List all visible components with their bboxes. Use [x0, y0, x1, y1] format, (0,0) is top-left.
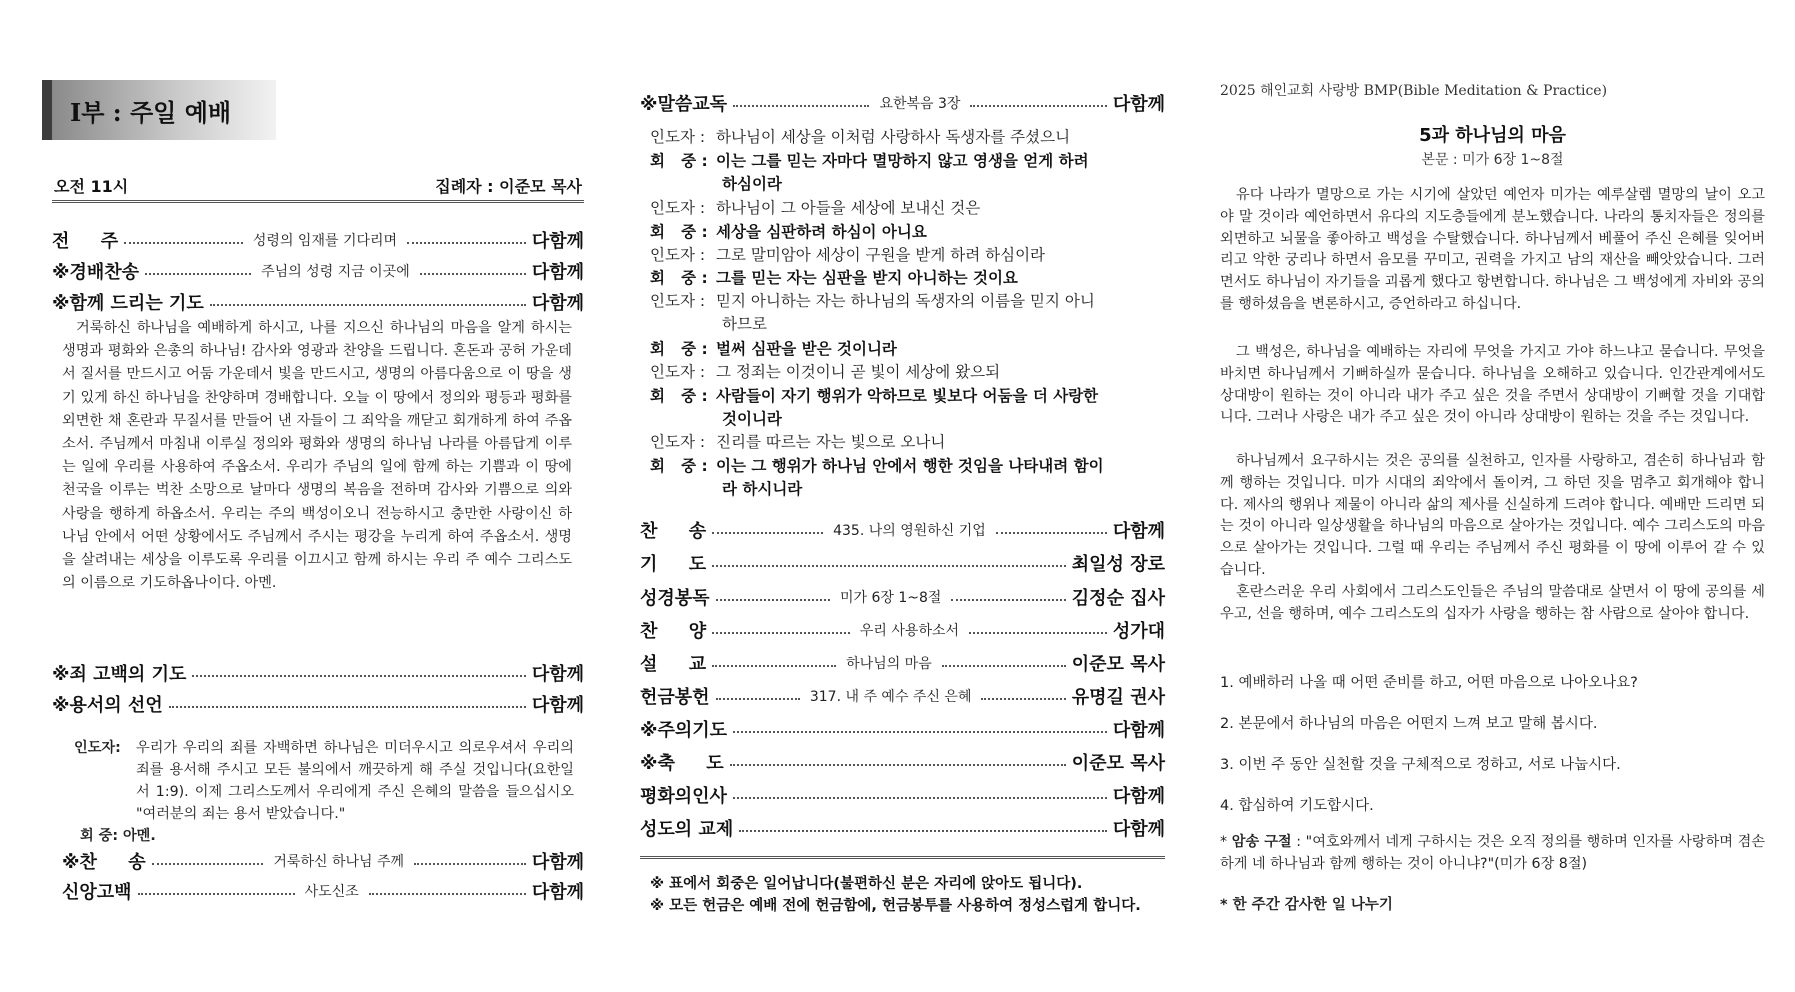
order-performer: 성가대 [1112, 621, 1165, 642]
question-item: 4. 합심하여 기도합시다. [1220, 798, 1374, 814]
dotted-leader [733, 105, 869, 107]
dotted-leader [152, 863, 264, 865]
reading-text: 그를 믿는 자는 심판을 받지 아니하는 것이요 [716, 269, 1018, 287]
dotted-leader [730, 764, 1066, 766]
order-item [640, 782, 1165, 808]
order-detail: 주님의 성령 지금 이곳에 [261, 264, 410, 280]
reading-text: 하나님이 그 아들을 세상에 보내신 것은 [716, 199, 981, 217]
order-performer: 다함께 [531, 852, 584, 873]
speaker: 회 중 : [650, 387, 708, 405]
order-label: ※말씀교독 [640, 94, 728, 115]
speaker: 인도자 : [650, 292, 706, 310]
reading-text: 그로 말미암아 세상이 구원을 받게 하려 하심이라 [716, 246, 1046, 264]
speaker: 회 중 : [650, 457, 708, 475]
speaker: 인도자 : [650, 363, 706, 381]
order-performer: 최일성 장로 [1071, 554, 1165, 575]
service-time: 오전 11시 [54, 177, 129, 196]
order-label: ※주의기도 [640, 720, 728, 741]
leader-line [650, 290, 1156, 336]
speaker: 인도자 : [650, 246, 706, 264]
congregation-line [650, 385, 1156, 431]
speaker: 인도자 : [650, 433, 706, 451]
dotted-leader [420, 273, 526, 275]
dotted-leader [369, 893, 526, 895]
reading-text: 진리를 따르는 자는 빛으로 오나니 [716, 433, 946, 451]
speaker: 회 중 : [650, 340, 708, 358]
order-label: ※함께 드리는 기도 [52, 293, 204, 314]
dotted-leader [414, 863, 526, 865]
order-item [640, 683, 1165, 709]
question-item: 2. 본문에서 하나님의 마음은 어떤지 느껴 보고 말해 봅시다. [1220, 716, 1598, 732]
congregation-line [650, 150, 1156, 196]
order-label: ※찬 송 [62, 852, 146, 873]
standing-note: ※ 표에서 회중은 일어납니다(불편하신 분은 자리에 앉아도 됩니다). [650, 876, 1083, 892]
memory-label: 암송 구절 [1231, 834, 1292, 850]
reading-text: 하나님이 세상을 이처럼 사랑하사 독생자를 주셨으니 [716, 128, 1071, 146]
congregation-line [650, 455, 1156, 501]
dotted-leader [981, 698, 1065, 700]
order-item [640, 716, 1165, 742]
reading-text-cont: 라 하시니라 [722, 480, 803, 498]
double-rule [52, 200, 584, 203]
order-item [62, 848, 584, 874]
order-label: 찬 양 [640, 621, 707, 642]
order-performer: 김정순 집사 [1071, 588, 1166, 609]
order-performer: 이준모 목사 [1071, 654, 1165, 675]
order-label: 신앙고백 [62, 882, 132, 903]
order-item [52, 660, 584, 686]
offering-note: ※ 모든 헌금은 예배 전에 헌금함에, 헌금봉투를 사용하여 정성스럽게 합니다. [650, 898, 1141, 914]
order-performer: 다함께 [531, 695, 584, 716]
service-leader: 집례자 : 이준모 목사 [435, 177, 582, 196]
speaker: 회 중 : [650, 269, 708, 287]
study-paragraph: 하나님께서 요구하시는 것은 공의를 실천하고, 인자를 사랑하고, 겸손히 하나님과 함께 행하는 것입니다. 미가 시대의 죄악에서 돌이켜, 그 하던 짓을 멈추고 회개해야 합니다. 제사의 행위나 제물이 아니라 삶의 제사를 신실하게 드려야 합니다. 예배만 드리면 되는 것이 아니라 일상생활을 하나님의 마음으로 살아가는 것입니다. 예수 그리스도의 마음으로 살아가는 것입니다. 그럴 때 우리는 주님께서 주신 평화를 이 땅에 이루어 갈 수 있습니다. [1220, 453, 1765, 578]
order-label: ※죄 고백의 기도 [52, 664, 187, 685]
dotted-leader [169, 706, 526, 708]
section-title: I부 : 주일 예배 [70, 98, 232, 127]
order-performer: 다함께 [531, 293, 584, 314]
study-paragraph: 혼란스러운 우리 사회에서 그리스도인들은 주님의 말씀대로 살면서 이 땅에 공의를 세우고, 선을 행하며, 예수 그리스도의 십자가 사랑을 행하는 참 사람으로 살아야 합니다. [1220, 584, 1765, 622]
leader-line [650, 244, 1156, 267]
order-performer: 다함께 [1112, 786, 1165, 807]
dotted-leader [733, 731, 1107, 733]
order-performer: 다함께 [531, 231, 585, 252]
reading-text: 사람들이 자기 행위가 악하므로 빛보다 어둠을 더 사랑한 [716, 387, 1099, 405]
order-item [52, 289, 584, 315]
dotted-leader [733, 797, 1107, 799]
reading-text: 그 정죄는 이것이니 곧 빛이 세상에 왔으되 [716, 363, 1001, 381]
leader-line [650, 197, 1156, 220]
leader-line [650, 431, 1156, 454]
absolution-leader: 인도자: [74, 740, 121, 756]
dotted-leader [712, 665, 836, 667]
bullet-icon: * [1220, 834, 1228, 850]
section-title-box [42, 80, 276, 140]
order-label: 전 주 [52, 231, 119, 252]
order-item [640, 650, 1165, 676]
order-performer: 다함께 [531, 664, 584, 685]
memory-text: "여호와께서 네게 구하시는 것은 오직 정의를 행하며 인자를 사랑하며 겸손하게 네 하나님과 함께 행하는 것이 아니냐?"(미가 6장 8절) [1220, 834, 1766, 872]
order-detail: 성령의 임재를 기다리며 [252, 233, 398, 249]
order-performer: 다함께 [531, 262, 585, 283]
order-performer: 유명길 권사 [1071, 687, 1165, 708]
order-performer: 이준모 목사 [1071, 753, 1165, 774]
reading-text: 이는 그를 믿는 자마다 멸망하지 않고 영생을 얻게 하려 [716, 152, 1089, 170]
dotted-leader [942, 665, 1066, 667]
reading-text: 이는 그 행위가 하나님 안에서 행한 것임을 나타내려 함이 [716, 457, 1104, 475]
dotted-leader [716, 698, 800, 700]
order-label: 평화의인사 [640, 786, 727, 807]
absolution-block [74, 737, 574, 847]
dotted-leader [712, 565, 1066, 567]
order-detail: 우리 사용하소서 [859, 623, 960, 639]
leader-line [650, 361, 1156, 384]
dotted-leader [407, 242, 526, 244]
dotted-leader [739, 830, 1107, 832]
dotted-leader [138, 893, 295, 895]
order-label: 성도의 교제 [640, 819, 734, 840]
reading-text: 믿지 아니하는 자는 하나님의 독생자의 이름을 믿지 아니 [716, 292, 1095, 310]
order-detail: 하나님의 마음 [846, 656, 932, 672]
lesson-scripture: 본문 : 미가 6장 1~8절 [1421, 152, 1564, 168]
order-item [52, 691, 584, 717]
order-item [640, 815, 1165, 841]
order-item [52, 227, 584, 253]
reading-text: 세상을 심판하려 하심이 아니요 [716, 223, 927, 241]
order-item [62, 878, 584, 904]
order-label: ※축 도 [640, 753, 724, 774]
order-performer: 다함께 [1112, 521, 1165, 542]
speaker: 인도자 : [650, 199, 706, 217]
double-rule [640, 856, 1165, 859]
reading-text-cont: 것이니라 [722, 410, 782, 428]
dotted-leader [951, 599, 1065, 601]
dotted-leader [712, 532, 823, 534]
absolution-response: 회 중: 아멘. [80, 828, 156, 844]
dotted-leader [970, 105, 1106, 107]
reading-text-cont: 하심이라 [722, 175, 782, 193]
order-detail: 미가 6장 1~8절 [839, 590, 942, 606]
order-item [640, 550, 1165, 576]
order-item [640, 517, 1165, 543]
service-time-row [54, 174, 582, 197]
order-detail: 317. 내 주 예수 주신 은혜 [809, 689, 972, 705]
order-performer: 다함께 [1112, 94, 1165, 115]
order-item [640, 90, 1165, 116]
order-item [52, 258, 584, 284]
order-label: ※경배찬송 [52, 262, 140, 283]
speaker: 회 중 : [650, 223, 708, 241]
study-header: 2025 해인교회 사랑방 BMP(Bible Meditation & Practice) [1220, 83, 1608, 99]
leader-line [650, 126, 1156, 149]
dotted-leader [210, 304, 526, 306]
lesson-title: 5과 하나님의 마음 [1419, 125, 1566, 146]
order-label: 헌금봉헌 [640, 687, 710, 708]
congregation-line [650, 267, 1156, 290]
dotted-leader [969, 632, 1107, 634]
order-label: 찬 송 [640, 521, 707, 542]
dotted-leader [716, 599, 830, 601]
order-detail: 435. 나의 영원하신 기업 [833, 523, 986, 539]
order-performer: 다함께 [531, 882, 584, 903]
order-item [640, 749, 1165, 775]
dotted-leader [192, 675, 525, 677]
reading-text: 벌써 심판을 받은 것이니라 [716, 340, 897, 358]
order-item [640, 584, 1165, 610]
order-label: 기 도 [640, 554, 707, 575]
study-paragraph: 유다 나라가 멸망으로 가는 시기에 살았던 예언자 미가는 예루살렘 멸망의 날이 오고야 말 것이라 예언하면서 유다의 지도층들에게 분노했습니다. 나라의 통치자들은 정의를 외면하고 뇌물을 좋아하고 백성을 수탈했습니다. 하나님께서 베풀어 주신 은혜를 잊어버리고 악한 궁리나 하면서 음모를 꾸미고, 권력을 가지고 남의 재산을 빼앗았습니다. 그러면서도 하나님이 자기들을 괴롭게 했다고 항변합니다. 하나님은 그 백성에게 자비와 공의를 행하셨음을 변론하시고, 증언하라고 하십니다. [1220, 187, 1765, 312]
order-detail: 사도신조 [304, 884, 359, 900]
congregation-line [650, 221, 1156, 244]
order-detail: 거룩하신 하나님 주께 [273, 854, 405, 870]
order-performer: 다함께 [1112, 819, 1165, 840]
thanks-item: * 한 주간 감사한 일 나누기 [1220, 897, 1393, 913]
speaker: 인도자 : [650, 128, 706, 146]
order-label: ※용서의 선언 [52, 695, 163, 716]
study-paragraph: 그 백성은, 하나님을 예배하는 자리에 무엇을 가지고 가야 하느냐고 묻습니다. 무엇을 바치면 하나님께서 기뻐하실까 묻습니다. 하나님을 오해하고 있습니다. 인간관계에서도 상대방이 원하는 것이 아니라 내가 주고 싶은 것을 주면서 상대방이 기뻐할 것을 기대합니다. 그러나 사랑은 내가 주고 싶은 것이 아니라 상대방이 원하는 것을 주는 것입니다. [1220, 344, 1765, 426]
memory-verse: * 암송 구절 : "여호와께서 네게 구하시는 것은 오직 정의를 행하며 인자를 사랑하며 겸손하게 네 하나님과 함께 행하는 것이 아니냐?"(미가 6장 8절) [1220, 834, 1766, 872]
absolution-text: 우리가 우리의 죄를 자백하면 하나님은 미더우시고 의로우셔서 우리의 죄를 용서해 주시고 모든 불의에서 깨끗하게 해 주실 것입니다(요한일서 1:9). 이제 그리스도께서 우리에게 주신 은혜의 말씀을 들으십시오 "여러분의 죄는 용서 받았습니다." [136, 740, 574, 822]
dotted-leader [712, 632, 850, 634]
question-item: 1. 예배하러 나올 때 어떤 준비를 하고, 어떤 마음으로 나아오나요? [1220, 675, 1638, 691]
speaker: 회 중 : [650, 152, 708, 170]
prayer-text: 거룩하신 하나님을 예배하게 하시고, 나를 지으신 하나님의 마음을 알게 하시는 생명과 평화와 은총의 하나님! 감사와 영광과 찬양을 드립니다. 혼돈과 공허 가운데서 질서를 만드시고 어둠 가운데서 빛을 만드시고, 생명의 아름다움으로 이 땅을 생기 있게 하신 하나님을 찬양하며 경배합니다. 오늘 이 땅에서 정의와 평등과 평화를 외면한 채 혼란과 무질서를 만들어 낸 자들이 그 죄악을 깨닫고 회개하게 하여 주옵소서. 주님께서 마침내 이루실 정의와 평화와 생명의 하나님 나라를 아름답게 이루는 일에 우리를 사용하여 주옵소서. 우리가 주님의 일에 함께 하는 기쁨과 이 땅에 천국을 이루는 벅찬 소망으로 날마다 생명의 복음을 전하며 감사와 기쁨으로 의와 사랑을 행하게 하옵소서. 우리는 주의 백성이오니 전능하시고 충만한 사랑이신 하나님 안에서 어떤 상황에서도 주님께서 주시는 평강을 누리게 하여 주옵소서. 생명을 살려내는 세상을 이루도록 우리를 이끄시고 함께 하시는 우리 주 예수 그리스도의 이름으로 기도하옵나이다. 아멘. [62, 320, 572, 592]
order-performer: 다함께 [1112, 720, 1165, 741]
order-detail: 요한복음 3장 [879, 96, 961, 112]
dotted-leader [145, 273, 251, 275]
reading-text-cont: 하므로 [722, 315, 767, 333]
congregation-line [650, 338, 1156, 361]
order-label: 성경봉독 [640, 588, 710, 609]
question-item: 3. 이번 주 동안 실천할 것을 구체적으로 정하고, 서로 나눕시다. [1220, 757, 1621, 773]
order-item [640, 617, 1165, 643]
dotted-leader [996, 532, 1107, 534]
order-label: 설 교 [640, 654, 707, 675]
dotted-leader [124, 242, 243, 244]
